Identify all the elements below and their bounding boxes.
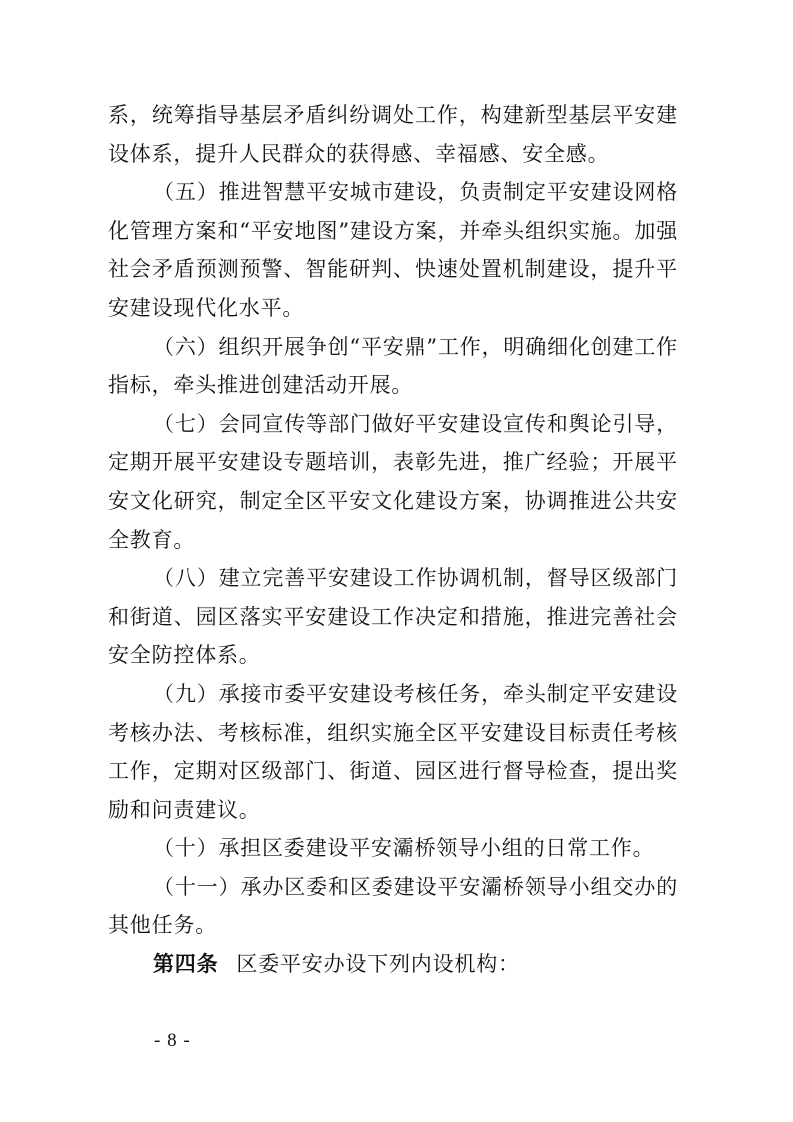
article-four bbox=[108, 945, 678, 984]
article-text: 区委平安办设下列内设机构： bbox=[236, 952, 520, 977]
paragraph-continuation: 系，统筹指导基层矛盾纠纷调处工作，构建新型基层平安建设体系，提升人民群众的获得感、幸福感、安全感。 bbox=[108, 103, 678, 166]
article-label: 第四条 bbox=[153, 952, 219, 977]
paragraph-item-5: （五）推进智慧平安城市建设，负责制定平安建设网格化管理方案和“平安地图”建设方案，并牵头组织实施。加强社会矛盾预测预警、智能研判、快速处置机制建设，提升平安建设现代化水平。 bbox=[108, 180, 678, 320]
paragraph-item-11: （十一）承办区委和区委建设平安灞桥领导小组交办的其他任务。 bbox=[108, 874, 678, 938]
paragraph-item-9: （九）承接市委平安建设考核任务，牵头制定平安建设考核办法、考核标准，组织实施全区平安建设目标责任考核工作，定期对区级部门、街道、园区进行督导检查，提出奖励和问责建议。 bbox=[108, 681, 678, 822]
paragraph-item-10: （十）承担区委建设平安灞桥领导小组的日常工作。 bbox=[153, 836, 655, 861]
document-body bbox=[108, 96, 678, 984]
paragraph-item-6: （六）组织开展争创“平安鼎”工作，明确细化创建工作指标，牵头推进创建活动开展。 bbox=[108, 334, 678, 398]
page-number: - 8 - bbox=[154, 1030, 191, 1051]
paragraph-item-7: （七）会同宣传等部门做好平安建设宣传和舆论引导，定期开展平安建设专题培训，表彰先进，推广经验；开展平安文化研究，制定全区平安文化建设方案，协调推进公共安全教育。 bbox=[108, 411, 678, 552]
paragraph-item-8: （八）建立完善平安建设工作协调机制，督导区级部门和街道、园区落实平安建设工作决定和措施，推进完善社会安全防控体系。 bbox=[108, 566, 678, 668]
